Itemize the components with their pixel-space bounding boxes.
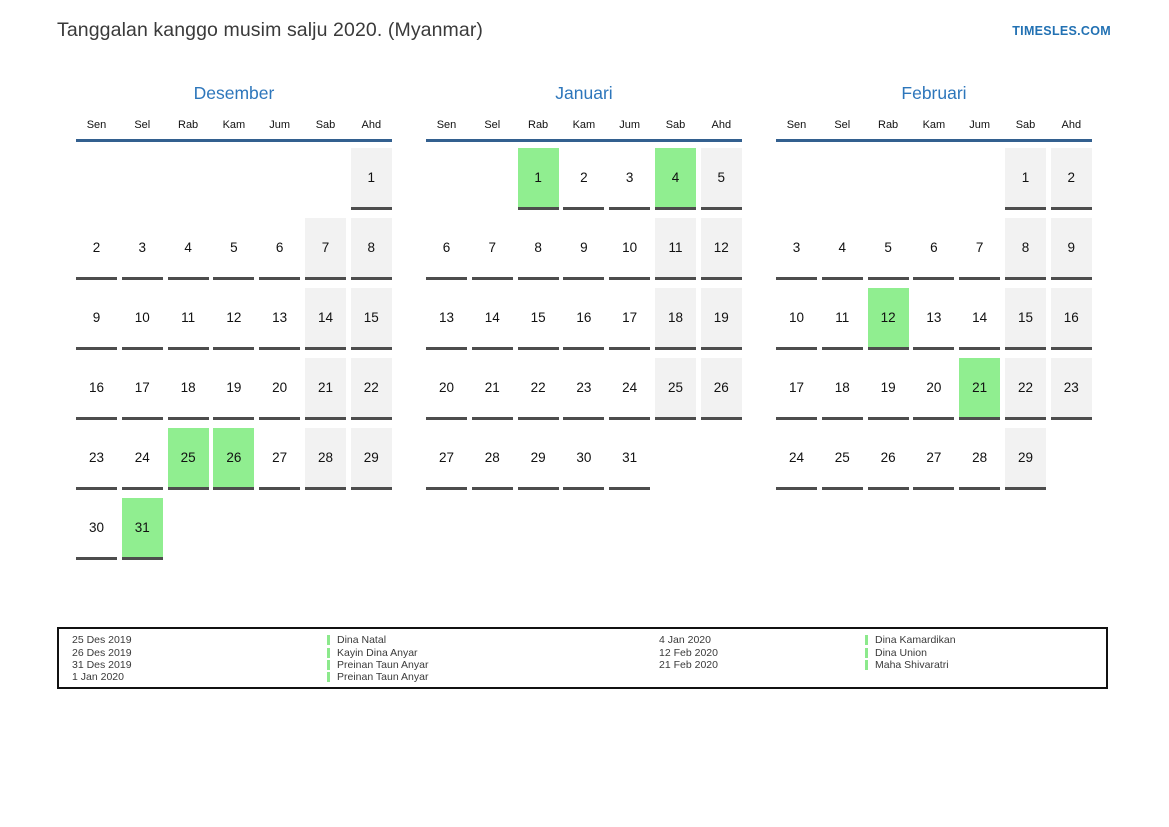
day-cell-11: 11	[168, 288, 209, 350]
day-cell-1: 1	[351, 148, 392, 210]
day-cell-5: 5	[213, 218, 254, 280]
day-cell-27: 27	[426, 428, 467, 490]
legend-date-text: 26 Des 2019	[72, 646, 132, 659]
day-cell-9: 9	[563, 218, 604, 280]
day-cell-21: 21	[472, 358, 513, 420]
legend-holiday-name	[865, 634, 956, 646]
day-cell-26: 26	[868, 428, 909, 490]
weekday-label: Sel	[834, 119, 851, 131]
day-cell-18: 18	[168, 358, 209, 420]
legend-date-text: 21 Feb 2020	[659, 658, 718, 671]
legend-name-text: Preinan Taun Anyar	[337, 658, 429, 671]
day-cell-27: 27	[913, 428, 954, 490]
empty-cell	[351, 498, 392, 560]
day-cell-31: 31	[609, 428, 650, 490]
empty-cell	[1051, 428, 1092, 490]
legend-date-text: 31 Des 2019	[72, 658, 132, 671]
day-cell-25: 25	[168, 428, 209, 490]
day-cell-30: 30	[563, 428, 604, 490]
empty-cell	[213, 148, 254, 210]
day-cell-18: 18	[655, 288, 696, 350]
legend-holiday-name	[865, 659, 956, 671]
day-cell-17: 17	[609, 288, 650, 350]
month-title: Februari	[901, 83, 967, 103]
day-cell-3: 3	[776, 218, 817, 280]
day-cell-22: 22	[518, 358, 559, 420]
legend-name-text: Dina Natal	[337, 634, 387, 647]
day-cell-21: 21	[305, 358, 346, 420]
day-cell-10: 10	[122, 288, 163, 350]
legend-names-column-2	[865, 634, 956, 671]
day-cell-23: 23	[563, 358, 604, 420]
page-title: Tanggalan kanggo musim salju 2020. (Myanmar)	[57, 19, 484, 41]
day-cell-4: 4	[655, 148, 696, 210]
day-cell-26: 26	[701, 358, 742, 420]
day-cell-7: 7	[959, 218, 1000, 280]
legend-name-text: Maha Shivaratri	[875, 658, 949, 671]
empty-cell	[822, 148, 863, 210]
legend-dates-column-1	[72, 634, 132, 684]
legend-holiday-name	[327, 646, 428, 658]
empty-cell	[655, 428, 696, 490]
day-cell-15: 15	[1005, 288, 1046, 350]
weekday-label: Sel	[134, 119, 151, 131]
holiday-marker-icon	[865, 635, 868, 645]
day-cell-22: 22	[1005, 358, 1046, 420]
empty-cell	[259, 148, 300, 210]
holiday-marker-icon	[327, 672, 330, 682]
weekday-label: Jum	[619, 119, 641, 131]
holiday-marker-icon	[327, 660, 330, 670]
weekday-label: Sen	[786, 119, 807, 131]
day-cell-5: 5	[868, 218, 909, 280]
day-cell-2: 2	[76, 218, 117, 280]
day-cell-23: 23	[76, 428, 117, 490]
weekday-label: Jum	[969, 119, 991, 131]
month-februari	[776, 82, 1092, 560]
day-cell-25: 25	[655, 358, 696, 420]
empty-cell	[426, 148, 467, 210]
empty-cell	[305, 498, 346, 560]
weekday-header-row	[426, 119, 742, 132]
day-cell-24: 24	[609, 358, 650, 420]
legend-holiday-name	[327, 671, 428, 683]
weekday-label: Rab	[178, 119, 199, 131]
day-cell-23: 23	[1051, 358, 1092, 420]
day-cell-14: 14	[305, 288, 346, 350]
legend-name-text: Kayin Dina Anyar	[337, 646, 418, 659]
day-cell-2: 2	[563, 148, 604, 210]
holiday-marker-icon	[865, 660, 868, 670]
day-cell-25: 25	[822, 428, 863, 490]
legend-name-text: Dina Kamardikan	[875, 634, 956, 647]
day-cell-19: 19	[213, 358, 254, 420]
weekday-label: Kam	[922, 119, 946, 131]
legend-holiday-date	[659, 634, 718, 646]
day-cell-27: 27	[259, 428, 300, 490]
day-cell-21: 21	[959, 358, 1000, 420]
day-cell-20: 20	[259, 358, 300, 420]
weekday-label: Ahd	[361, 119, 382, 131]
weekday-label: Jum	[269, 119, 291, 131]
holiday-marker-icon	[327, 635, 330, 645]
day-cell-26: 26	[213, 428, 254, 490]
empty-cell	[701, 428, 742, 490]
day-cell-1: 1	[518, 148, 559, 210]
empty-cell	[472, 148, 513, 210]
day-cell-7: 7	[472, 218, 513, 280]
day-cell-13: 13	[426, 288, 467, 350]
day-cell-11: 11	[822, 288, 863, 350]
day-cell-28: 28	[959, 428, 1000, 490]
month-divider-line	[76, 139, 392, 142]
day-cell-14: 14	[472, 288, 513, 350]
days-grid	[76, 148, 392, 560]
legend-holiday-name	[327, 634, 428, 646]
day-cell-16: 16	[1051, 288, 1092, 350]
day-cell-4: 4	[168, 218, 209, 280]
legend-name-text: Dina Union	[875, 646, 927, 659]
legend-holiday-date	[659, 659, 718, 671]
empty-cell	[168, 498, 209, 560]
weekday-label: Ahd	[711, 119, 732, 131]
day-cell-24: 24	[776, 428, 817, 490]
legend-names-column-1	[327, 634, 428, 684]
weekday-label: Kam	[222, 119, 246, 131]
weekday-label: Sab	[665, 119, 686, 131]
day-cell-13: 13	[259, 288, 300, 350]
day-cell-28: 28	[305, 428, 346, 490]
legend-date-text: 1 Jan 2020	[72, 671, 124, 684]
day-cell-31: 31	[122, 498, 163, 560]
weekday-label: Rab	[878, 119, 899, 131]
day-cell-11: 11	[655, 218, 696, 280]
day-cell-30: 30	[76, 498, 117, 560]
day-cell-12: 12	[868, 288, 909, 350]
legend-date-text: 4 Jan 2020	[659, 634, 711, 647]
day-cell-16: 16	[76, 358, 117, 420]
day-cell-22: 22	[351, 358, 392, 420]
legend-holiday-date	[72, 659, 132, 671]
day-cell-10: 10	[609, 218, 650, 280]
day-cell-16: 16	[563, 288, 604, 350]
legend-holiday-date	[72, 671, 132, 683]
day-cell-8: 8	[518, 218, 559, 280]
day-cell-28: 28	[472, 428, 513, 490]
day-cell-6: 6	[913, 218, 954, 280]
weekday-label: Sen	[86, 119, 107, 131]
day-cell-15: 15	[351, 288, 392, 350]
empty-cell	[305, 148, 346, 210]
day-cell-3: 3	[609, 148, 650, 210]
day-cell-10: 10	[776, 288, 817, 350]
legend-name-text: Preinan Taun Anyar	[337, 671, 429, 684]
day-cell-3: 3	[122, 218, 163, 280]
month-title: Januari	[555, 83, 613, 103]
day-cell-1: 1	[1005, 148, 1046, 210]
day-cell-29: 29	[1005, 428, 1046, 490]
holiday-marker-icon	[327, 648, 330, 658]
day-cell-8: 8	[1005, 218, 1046, 280]
holiday-marker-icon	[865, 648, 868, 658]
weekday-label: Ahd	[1061, 119, 1082, 131]
legend-dates-column-2	[659, 634, 718, 671]
day-cell-6: 6	[259, 218, 300, 280]
holiday-legend	[57, 627, 1108, 689]
day-cell-14: 14	[959, 288, 1000, 350]
day-cell-29: 29	[351, 428, 392, 490]
legend-date-text: 25 Des 2019	[72, 634, 132, 647]
empty-cell	[76, 148, 117, 210]
empty-cell	[213, 498, 254, 560]
empty-cell	[868, 148, 909, 210]
month-januari	[426, 82, 742, 560]
day-cell-20: 20	[426, 358, 467, 420]
day-cell-12: 12	[701, 218, 742, 280]
month-title: Desember	[193, 83, 275, 103]
days-grid	[776, 148, 1092, 490]
month-divider-line	[776, 139, 1092, 142]
legend-holiday-name	[327, 659, 428, 671]
month-divider-line	[426, 139, 742, 142]
empty-cell	[959, 148, 1000, 210]
weekday-label: Sel	[484, 119, 501, 131]
day-cell-4: 4	[822, 218, 863, 280]
month-desember	[76, 82, 392, 560]
day-cell-15: 15	[518, 288, 559, 350]
day-cell-6: 6	[426, 218, 467, 280]
weekday-header-row	[776, 119, 1092, 132]
day-cell-19: 19	[701, 288, 742, 350]
day-cell-7: 7	[305, 218, 346, 280]
legend-holiday-name	[865, 646, 956, 658]
day-cell-8: 8	[351, 218, 392, 280]
day-cell-18: 18	[822, 358, 863, 420]
day-cell-24: 24	[122, 428, 163, 490]
weekday-label: Kam	[572, 119, 596, 131]
day-cell-29: 29	[518, 428, 559, 490]
calendar-months	[76, 82, 1092, 560]
legend-date-text: 12 Feb 2020	[659, 646, 718, 659]
days-grid	[426, 148, 742, 490]
empty-cell	[913, 148, 954, 210]
empty-cell	[776, 148, 817, 210]
empty-cell	[122, 148, 163, 210]
day-cell-2: 2	[1051, 148, 1092, 210]
empty-cell	[168, 148, 209, 210]
day-cell-12: 12	[213, 288, 254, 350]
day-cell-5: 5	[701, 148, 742, 210]
weekday-header-row	[76, 119, 392, 132]
day-cell-19: 19	[868, 358, 909, 420]
legend-holiday-date	[72, 634, 132, 646]
day-cell-20: 20	[913, 358, 954, 420]
day-cell-17: 17	[776, 358, 817, 420]
day-cell-13: 13	[913, 288, 954, 350]
day-cell-9: 9	[76, 288, 117, 350]
legend-holiday-date	[72, 646, 132, 658]
site-link[interactable]: TIMESLES.COM	[1012, 24, 1111, 38]
weekday-label: Sab	[315, 119, 336, 131]
legend-holiday-date	[659, 646, 718, 658]
weekday-label: Rab	[528, 119, 549, 131]
empty-cell	[259, 498, 300, 560]
day-cell-17: 17	[122, 358, 163, 420]
day-cell-9: 9	[1051, 218, 1092, 280]
weekday-label: Sab	[1015, 119, 1036, 131]
weekday-label: Sen	[436, 119, 457, 131]
